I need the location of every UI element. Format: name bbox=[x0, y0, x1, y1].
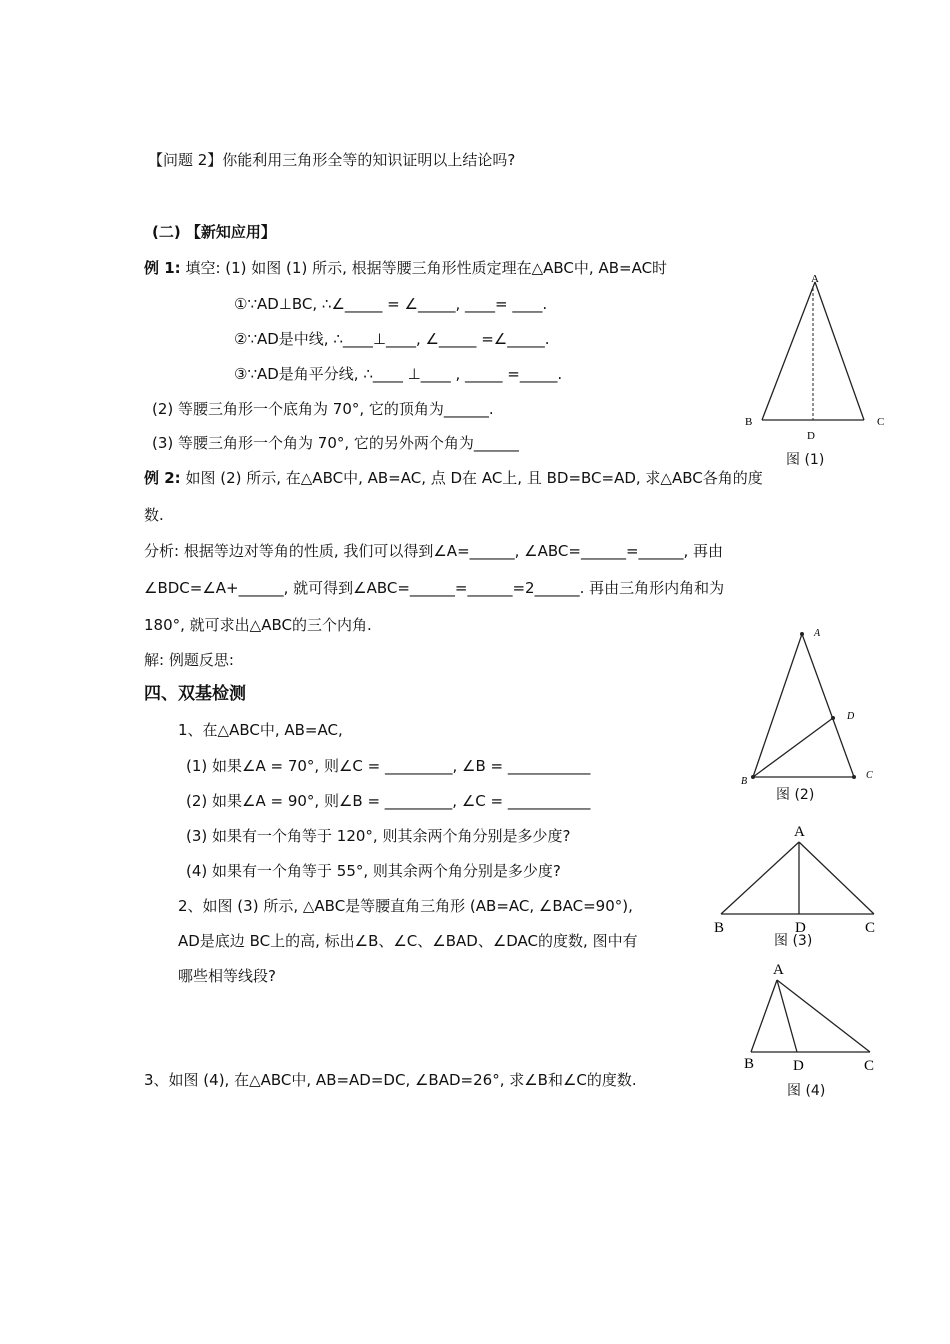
figure-1-diagram bbox=[740, 268, 900, 448]
example-1-item-b: ②∵AD是中线, ∴____⊥____, ∠_____ =∠_____. bbox=[234, 330, 550, 348]
fig4-label-a: A bbox=[773, 962, 784, 978]
problem-2-line-1: 2、如图 (3) 所示, △ABC是等腰直角三角形 (AB=AC, ∠BAC=90°), bbox=[178, 897, 633, 915]
fig1-side-ab bbox=[762, 282, 815, 420]
section-basic-check: 四、双基检测 bbox=[144, 684, 246, 704]
fig3-label-c: C bbox=[865, 920, 876, 936]
problem-1: 1、在△ABC中, AB=AC, bbox=[178, 721, 343, 739]
fig2-side-ab bbox=[753, 634, 802, 777]
fig4-label-c: C bbox=[864, 1058, 875, 1074]
figure-4-diagram bbox=[736, 958, 886, 1078]
problem-1-part-1: (1) 如果∠A = 70°, 则∠C = _________, ∠B = ___________ bbox=[186, 757, 591, 775]
problem-1-part-3: (3) 如果有一个角等于 120°, 则其余两个角分别是多少度? bbox=[186, 827, 571, 845]
example-1 bbox=[144, 258, 667, 278]
fig3-label-d: D bbox=[795, 920, 806, 936]
analysis-line-2: ∠BDC=∠A+______, 就可得到∠ABC=______=______=2______. 再由三角形内角和为 bbox=[144, 579, 725, 597]
fig4-side-ac bbox=[777, 980, 870, 1052]
question-2: 【问题 2】你能利用三角形全等的知识证明以上结论吗? bbox=[148, 151, 516, 169]
section-new-application: (二) 【新知应用】 bbox=[152, 223, 276, 241]
fig2-label-d: D bbox=[847, 711, 855, 722]
fig1-label-a: A bbox=[811, 273, 819, 285]
example-2-text-cont: 数. bbox=[144, 506, 164, 524]
problem-2-line-2: AD是底边 BC上的高, 标出∠B、∠C、∠BAD、∠DAC的度数, 图中有 bbox=[178, 932, 638, 950]
fig4-segment-ad bbox=[777, 980, 797, 1052]
figure-3-diagram bbox=[710, 820, 890, 940]
figure-3-caption: 图 (3) bbox=[774, 933, 813, 949]
example-1-label: 例 1: bbox=[144, 259, 181, 277]
fig3-label-a: A bbox=[794, 824, 805, 840]
example-2-text: 如图 (2) 所示, 在△ABC中, AB=AC, 点 D在 AC上, 且 BD=BC=AD, 求△ABC各角的度 bbox=[185, 469, 763, 487]
problem-3: 3、如图 (4), 在△ABC中, AB=AD=DC, ∠BAD=26°, 求∠B和∠C的度数. bbox=[144, 1071, 637, 1089]
fig2-label-b: B bbox=[741, 776, 748, 787]
fig3-side-ac bbox=[799, 842, 874, 914]
analysis-line-3: 180°, 就可求出△ABC的三个内角. bbox=[144, 616, 372, 634]
problem-1-part-4: (4) 如果有一个角等于 55°, 则其余两个角分别是多少度? bbox=[186, 862, 561, 880]
fig2-segment-bd bbox=[753, 718, 833, 777]
example-2 bbox=[144, 468, 763, 488]
figure-2-caption: 图 (2) bbox=[776, 787, 815, 803]
example-1-part-2: (2) 等腰三角形一个底角为 70°, 它的顶角为______. bbox=[152, 400, 494, 418]
example-1-text: 填空: (1) 如图 (1) 所示, 根据等腰三角形性质定理在△ABC中, AB=AC时 bbox=[185, 259, 668, 277]
fig4-label-d: D bbox=[793, 1058, 804, 1074]
fig1-label-d: D bbox=[807, 430, 815, 442]
problem-1-part-2: (2) 如果∠A = 90°, 则∠B = _________, ∠C = ___________ bbox=[186, 792, 591, 810]
figure-2-diagram bbox=[736, 622, 886, 787]
example-2-label: 例 2: bbox=[144, 469, 181, 487]
solution-line: 解: 例题反思: bbox=[144, 651, 234, 669]
fig1-side-ac bbox=[815, 282, 864, 420]
example-1-item-a: ①∵AD⊥BC, ∴∠_____ = ∠_____, ____= ____. bbox=[234, 295, 548, 313]
fig3-side-ab bbox=[721, 842, 799, 914]
example-1-part-3: (3) 等腰三角形一个角为 70°, 它的另外两个角为______ bbox=[152, 434, 519, 452]
fig3-label-b: B bbox=[714, 920, 725, 936]
fig2-label-a: A bbox=[814, 628, 821, 639]
figure-4-caption: 图 (4) bbox=[787, 1083, 826, 1099]
fig1-label-c: C bbox=[877, 416, 885, 428]
fig1-label-b: B bbox=[745, 416, 753, 428]
fig4-label-b: B bbox=[744, 1056, 755, 1072]
analysis-line-1: 分析: 根据等边对等角的性质, 我们可以得到∠A=______, ∠ABC=______=______, 再由 bbox=[144, 542, 724, 560]
fig4-side-ab bbox=[751, 980, 777, 1052]
fig2-label-c: C bbox=[866, 770, 873, 781]
fig2-side-ac bbox=[802, 634, 854, 777]
example-1-item-c: ③∵AD是角平分线, ∴____ ⊥____ , _____ =_____. bbox=[234, 365, 563, 383]
figure-1-caption: 图 (1) bbox=[786, 452, 825, 468]
problem-2-line-3: 哪些相等线段? bbox=[178, 967, 276, 985]
